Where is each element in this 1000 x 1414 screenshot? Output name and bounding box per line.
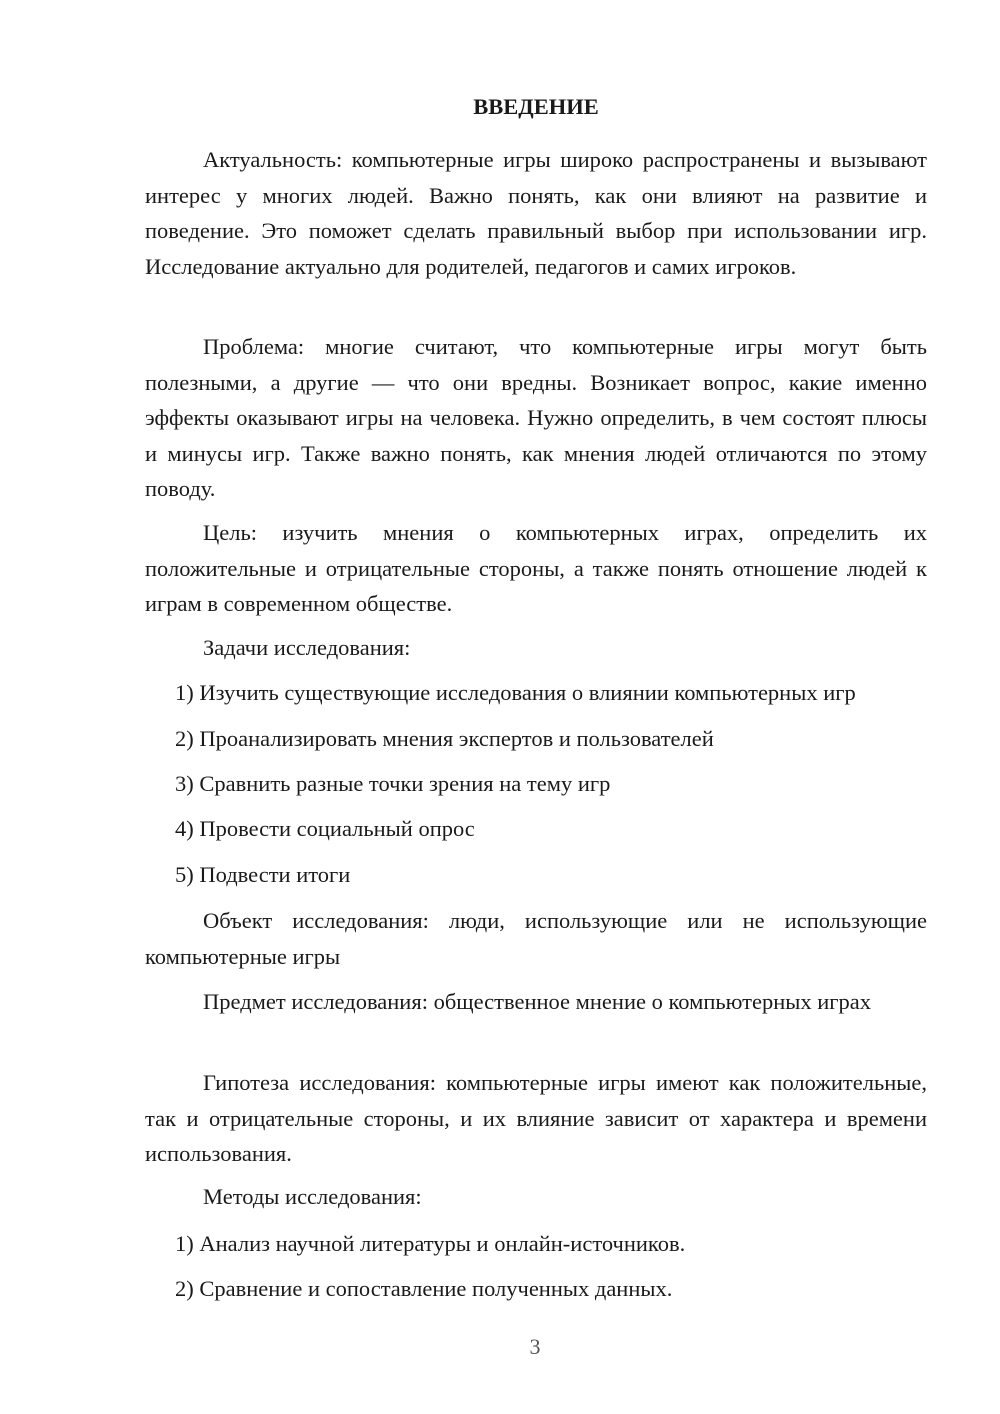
paragraph-object: Объект исследования: люди, использующие или не использующие компьютерные игры bbox=[145, 908, 927, 969]
methods-heading: Методы исследования: bbox=[203, 1184, 422, 1209]
paragraph-goal: Цель: изучить мнения о компьютерных играх, определить их положительные и отрицательные стороны, а также понять отношение людей к играм в современном обществе. bbox=[145, 520, 927, 616]
task-item-4: 4) Провести социальный опрос bbox=[175, 816, 475, 841]
section-title: ВВЕДЕНИЕ bbox=[473, 94, 599, 119]
task-item-1: 1) Изучить существующие исследования о влиянии компьютерных игр bbox=[175, 680, 856, 705]
paragraph-hypothesis: Гипотеза исследования: компьютерные игры имеют как положительные, так и отрицательные стороны, и их влияние зависит от характера и времени использования. bbox=[145, 1070, 927, 1166]
task-item-3: 3) Сравнить разные точки зрения на тему игр bbox=[175, 771, 611, 796]
paragraph-problem: Проблема: многие считают, что компьютерные игры могут быть полезными, а другие — что они вредны. Возникает вопрос, какие именно эффекты оказывают игры на человека. Нужно определить, в чем состоят плюсы и минусы игр. Также важно понять, как мнения людей отличаются по этому поводу. bbox=[145, 334, 927, 501]
task-item-2: 2) Проанализировать мнения экспертов и пользователей bbox=[175, 726, 714, 751]
method-item-1: 1) Анализ научной литературы и онлайн-источников. bbox=[175, 1231, 686, 1256]
page-number: 3 bbox=[529, 1334, 541, 1359]
method-item-2: 2) Сравнение и сопоставление полученных данных. bbox=[175, 1276, 673, 1301]
tasks-heading: Задачи исследования: bbox=[203, 635, 411, 660]
paragraph-subject: Предмет исследования: общественное мнение о компьютерных играх bbox=[203, 989, 872, 1014]
task-item-5: 5) Подвести итоги bbox=[175, 862, 351, 887]
paragraph-relevance: Актуальность: компьютерные игры широко распространены и вызывают интерес у многих людей. Важно понять, как они влияют на развитие и поведение. Это поможет сделать правильный выбор при использовании игр. Исследование актуально для родителей, педагогов и самих игроков. bbox=[145, 147, 927, 279]
